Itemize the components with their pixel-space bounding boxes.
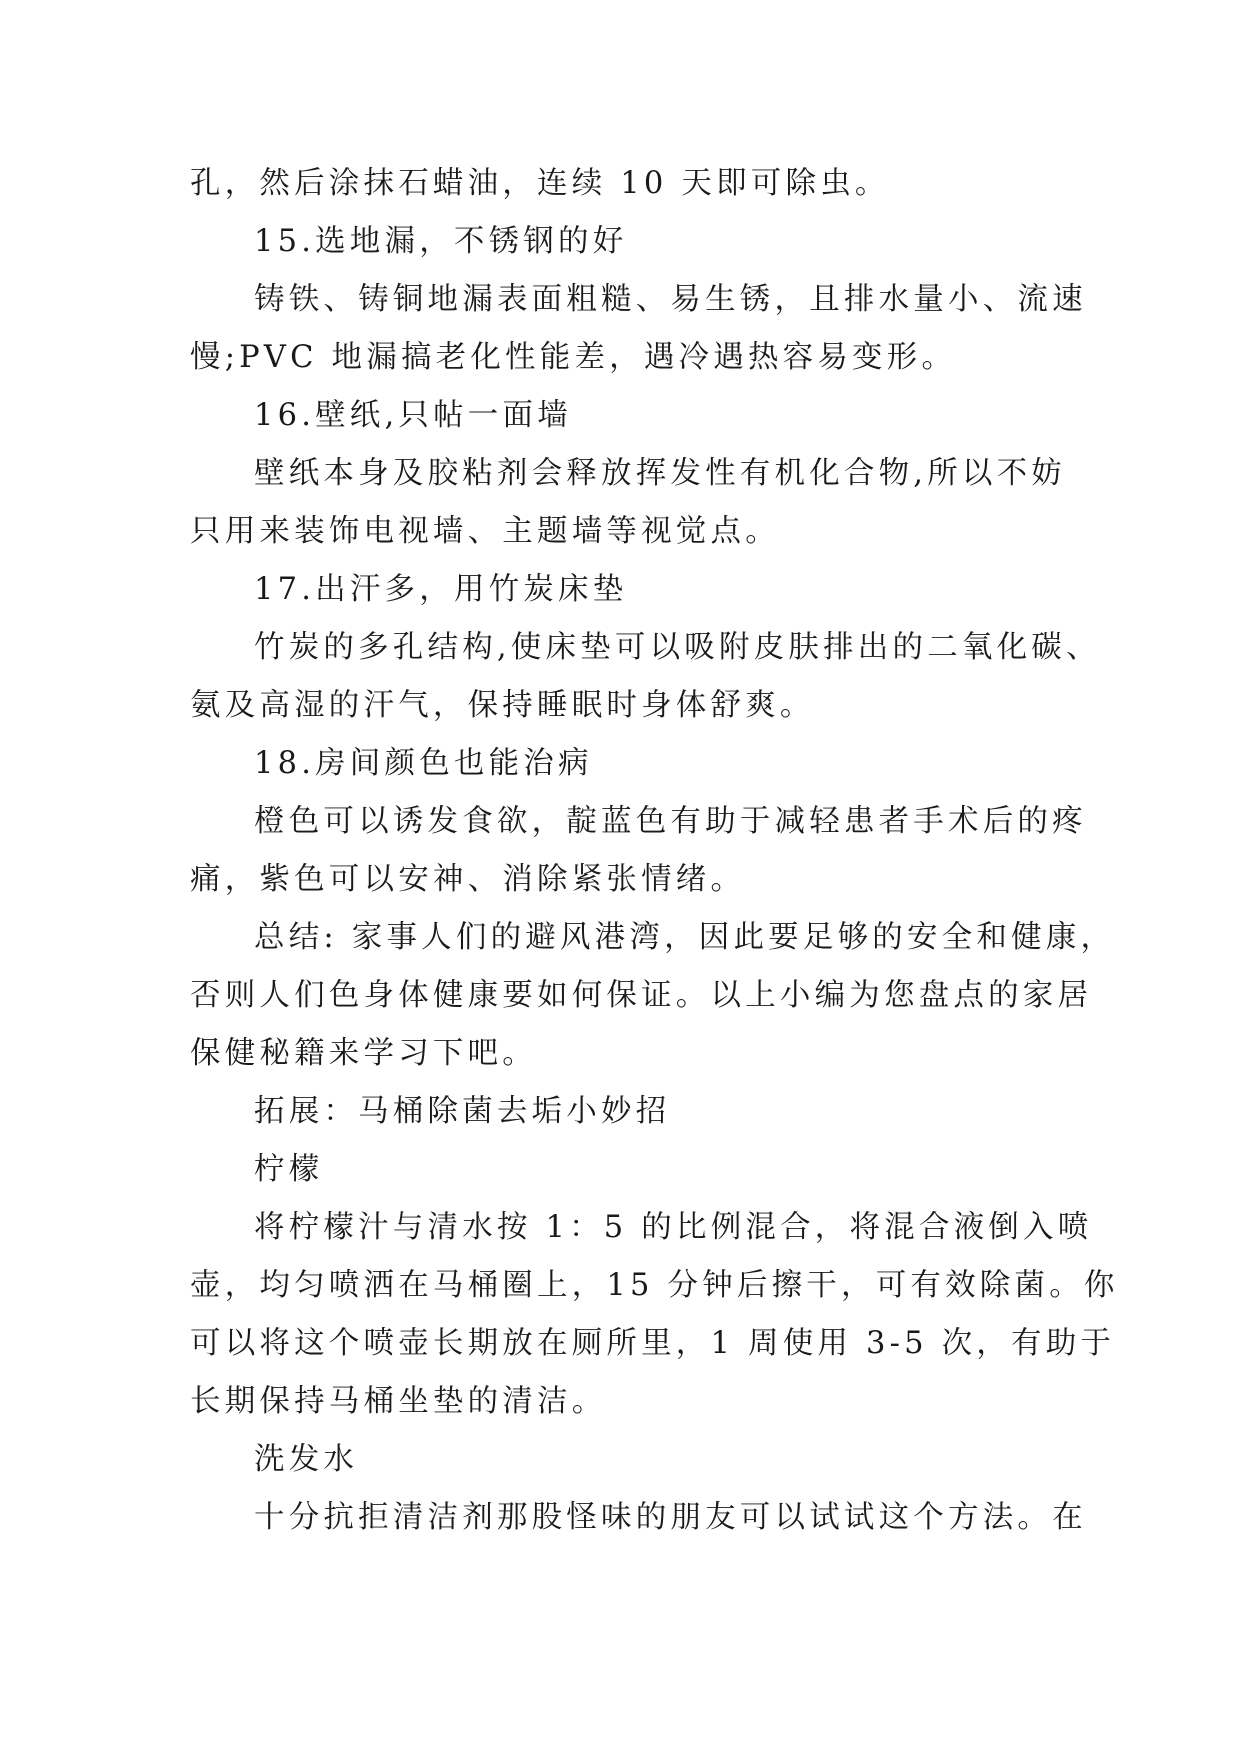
text-line-10: 氨及高湿的汗气，保持睡眠时身体舒爽。: [190, 688, 815, 723]
document-body: [190, 155, 1119, 1547]
summary-line-2: 否则人们色身体健康要如何保证。以上小编为您盘点的家居: [190, 978, 1093, 1013]
text-line-24: 十分抗拒清洁剂那股怪味的朋友可以试试这个方法。在: [254, 1500, 1087, 1535]
text-line-9: 竹炭的多孔结构,使床垫可以吸附皮肤排出的二氧化碳、: [254, 630, 1101, 665]
heading-item-16: 16.壁纸,只帖一面墙: [254, 398, 572, 433]
summary-line-3: 保健秘籍来学习下吧。: [190, 1036, 537, 1071]
text-line-22: 长期保持马桶坐垫的清洁。: [190, 1384, 607, 1419]
text-line-12: 橙色可以诱发食欲，靛蓝色有助于减轻患者手术后的疼: [254, 804, 1087, 839]
extension-heading: 拓展：马桶除菌去垢小妙招: [254, 1094, 671, 1129]
text-line-7: 只用来装饰电视墙、主题墙等视觉点。: [190, 514, 780, 549]
text-line-21: 可以将这个喷壶长期放在厕所里，1 周使用 3-5 次，有助于: [190, 1326, 1116, 1361]
summary-line-1: 总结: 家事人们的避风港湾，因此要足够的安全和健康，: [254, 920, 1116, 955]
heading-item-18: 18.房间颜色也能治病: [254, 746, 593, 781]
text-line-4: 慢;PVC 地漏搞老化性能差，遇冷遇热容易变形。: [190, 340, 957, 375]
text-line-1: 孔，然后涂抹石蜡油，连续 10 天即可除虫。: [190, 166, 890, 201]
subheading-shampoo: 洗发水: [254, 1442, 359, 1477]
text-line-20: 壶，均匀喷洒在马桶圈上，15 分钟后擦干，可有效除菌。你: [190, 1268, 1119, 1303]
heading-item-17: 17.出汗多，用竹炭床垫: [254, 572, 628, 607]
subheading-lemon: 柠檬: [254, 1152, 324, 1187]
heading-item-15: 15.选地漏，不锈钢的好: [254, 224, 628, 259]
text-line-19: 将柠檬汁与清水按 1：5 的比例混合，将混合液倒入喷: [254, 1210, 1093, 1245]
text-line-6: 壁纸本身及胶粘剂会释放挥发性有机化合物,所以不妨: [254, 456, 1066, 491]
text-line-13: 痛，紫色可以安神、消除紧张情绪。: [190, 862, 746, 897]
text-line-3: 铸铁、铸铜地漏表面粗糙、易生锈，且排水量小、流速: [254, 282, 1087, 317]
